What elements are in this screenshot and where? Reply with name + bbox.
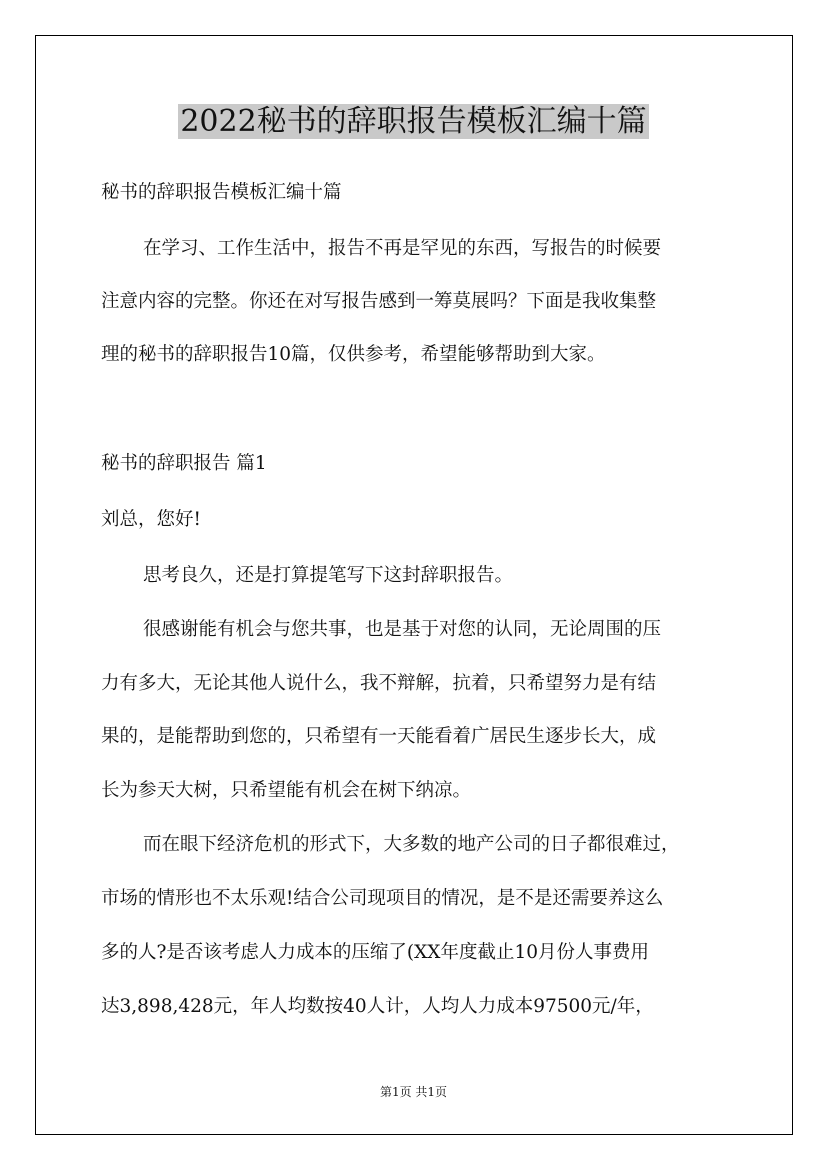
- intro-line: 在学习、工作生活中，报告不再是罕见的东西，写报告的时候要: [143, 238, 662, 259]
- body-line: 思考良久，还是打算提笔写下这封辞职报告。: [143, 565, 514, 586]
- body-line: 市场的情形也不太乐观!结合公司现项目的情况，是不是还需要养这么: [101, 888, 664, 909]
- page-footer: 第1页 共1页: [379, 1085, 448, 1099]
- salutation: 刘总，您好!: [101, 509, 201, 530]
- body-line: 多的人?是否该考虑人力成本的压缩了(XX年度截止10月份人事费用: [101, 942, 650, 963]
- document-subtitle: 秘书的辞职报告模板汇编十篇: [101, 182, 342, 203]
- intro-line: 注意内容的完整。你还在对写报告感到一筹莫展吗？下面是我收集整: [101, 291, 657, 312]
- body-line: 长为参天大树，只希望能有机会在树下纳凉。: [101, 780, 472, 801]
- body-line: 达3,898,428元，年人均数按40人计，人均人力成本97500元/年，: [101, 996, 654, 1017]
- body-line: 很感谢能有机会与您共事，也是基于对您的认同，无论周围的压: [143, 619, 662, 640]
- body-line: 果的，是能帮助到您的，只希望有一天能看着广居民生逐步长大，成: [101, 726, 657, 747]
- body-line: 而在眼下经济危机的形式下，大多数的地产公司的日子都很难过，: [143, 834, 680, 855]
- section-heading: 秘书的辞职报告 篇1: [101, 453, 267, 474]
- document-title: 2022秘书的辞职报告模板汇编十篇: [180, 104, 647, 139]
- body-line: 力有多大，无论其他人说什么，我不辩解，抗着，只希望努力是有结: [101, 673, 657, 694]
- intro-line: 理的秘书的辞职报告10篇，仅供参考，希望能够帮助到大家。: [101, 344, 606, 365]
